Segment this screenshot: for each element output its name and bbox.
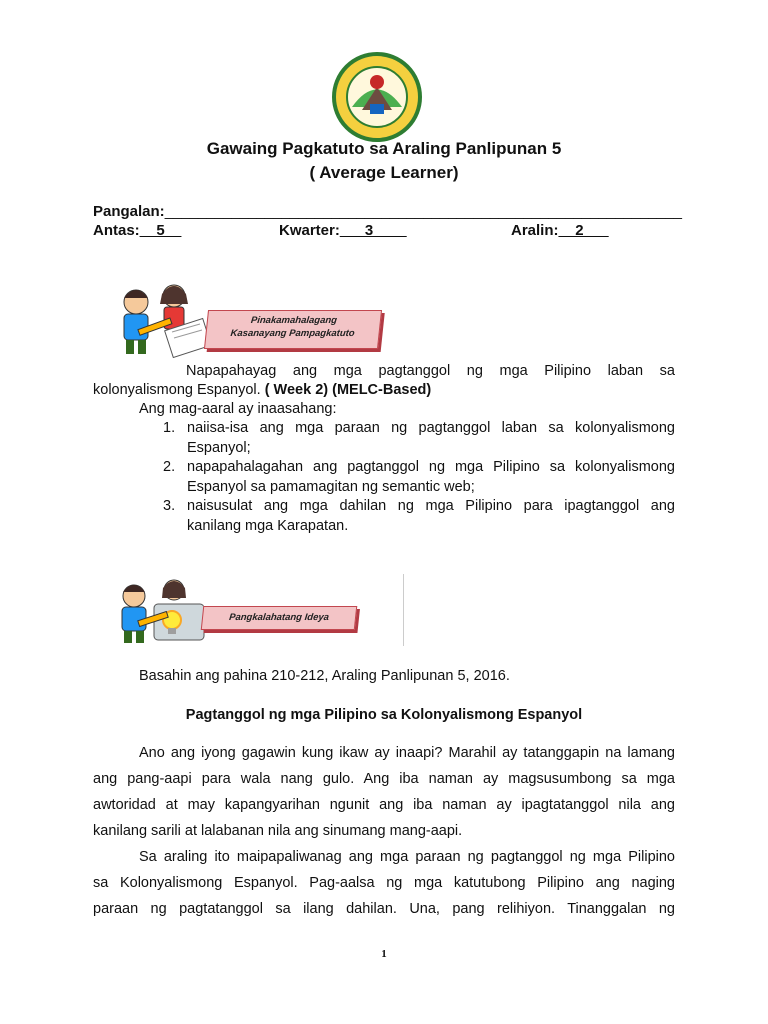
melc-banner-line1: Pinakamahalagang bbox=[250, 315, 338, 326]
quarter-field bbox=[279, 222, 407, 239]
intro-line1: Napapahayag ang mga pagtanggol ng mga Pilipino laban sa bbox=[186, 363, 675, 379]
p1-line3: awtoridad at may kapangyarihan ngunit ang iba naman ay ipagtatanggol nila ang bbox=[93, 797, 675, 813]
melc-banner-label bbox=[204, 310, 382, 349]
objective-2-line1: napapahalagahan ang pagtanggol ng mga Pilipino sa kolonyalismong bbox=[187, 459, 675, 475]
intro-week-label: ( Week 2) (MELC-Based) bbox=[264, 382, 432, 398]
lesson-field bbox=[511, 222, 609, 239]
page-number: 1 bbox=[381, 948, 387, 960]
objective-3-line2: kanilang mga Karapatan. bbox=[187, 517, 349, 534]
document-subtitle: ( Average Learner) bbox=[309, 163, 459, 182]
quarter-label: Kwarter: bbox=[279, 222, 340, 239]
objective-1-line2: Espanyol; bbox=[187, 439, 251, 456]
overview-banner-label: Pangkalahatang Ideya bbox=[201, 606, 358, 630]
objective-3-num: 3. bbox=[163, 498, 176, 514]
intro-line2 bbox=[93, 381, 675, 401]
objective-1-line1: naiisa-isa ang mga paraan ng pagtanggol laban sa kolonyalismong bbox=[187, 420, 675, 436]
grade-label: Antas: bbox=[93, 222, 140, 239]
melc-banner-line2: Kasanayang Pampagkatuto bbox=[229, 328, 356, 339]
p2-line3: paraan ng pagtatanggol sa ilang dahilan. Una, pang relihiyon. Tinanggalan ng bbox=[93, 901, 675, 917]
objective-3-line1: naisusulat ang mga dahilan ng mga Pilipino para ipagtanggol ang bbox=[187, 498, 675, 514]
grade-field bbox=[93, 222, 181, 239]
lesson-value: __2___ bbox=[558, 222, 609, 239]
lesson-heading: Pagtanggol ng mga Pilipino sa Kolonyalismong Espanyol bbox=[185, 707, 583, 723]
overview-banner bbox=[108, 576, 398, 646]
grade-value: __5__ bbox=[139, 222, 182, 239]
p2-line2: sa Kolonyalismong Espanyol. Pag-aalsa ng mga katutubong Pilipino ang naging bbox=[93, 875, 675, 891]
name-label: Pangalan: bbox=[93, 203, 165, 220]
p1-line2: ang pang-aapi para wala nang gulo. Ang iba naman ay magsusumbong sa mga bbox=[93, 771, 675, 787]
divider-line bbox=[403, 574, 404, 646]
quarter-value: ___3____ bbox=[339, 222, 407, 239]
objective-2-line2: Espanyol sa pamamagitan ng semantic web; bbox=[187, 478, 475, 495]
lesson-label: Aralin: bbox=[511, 222, 559, 239]
kids-lightbulb-illustration bbox=[108, 576, 218, 646]
p1-line4: kanilang sarili at lalabanan nila ang sinumang mang-aapi. bbox=[93, 823, 463, 839]
name-field bbox=[93, 203, 682, 220]
reading-assignment: Basahin ang pahina 210-212, Araling Panlipunan 5, 2016. bbox=[139, 668, 510, 684]
p2-line1: Sa araling ito maipapaliwanag ang mga paraan ng pagtanggol ng mga Pilipino bbox=[139, 849, 675, 865]
document-title: Gawaing Pagkatuto sa Araling Panlipunan 5 bbox=[206, 139, 562, 158]
objective-2-num: 2. bbox=[163, 459, 176, 475]
deped-seal-logo bbox=[332, 52, 422, 142]
melc-banner bbox=[108, 280, 398, 358]
name-blank: ______________________________________________________________ bbox=[164, 203, 682, 220]
kids-reading-illustration bbox=[108, 280, 218, 358]
p1-line1: Ano ang iyong gagawin kung ikaw ay inaapi? Marahil ay tatanggapin na lamang bbox=[139, 745, 675, 761]
intro-line2-text: kolonyalismong Espanyol. bbox=[93, 382, 261, 398]
objective-1-num: 1. bbox=[163, 420, 176, 436]
expectation-label: Ang mag-aaral ay inaasahang: bbox=[139, 401, 337, 417]
